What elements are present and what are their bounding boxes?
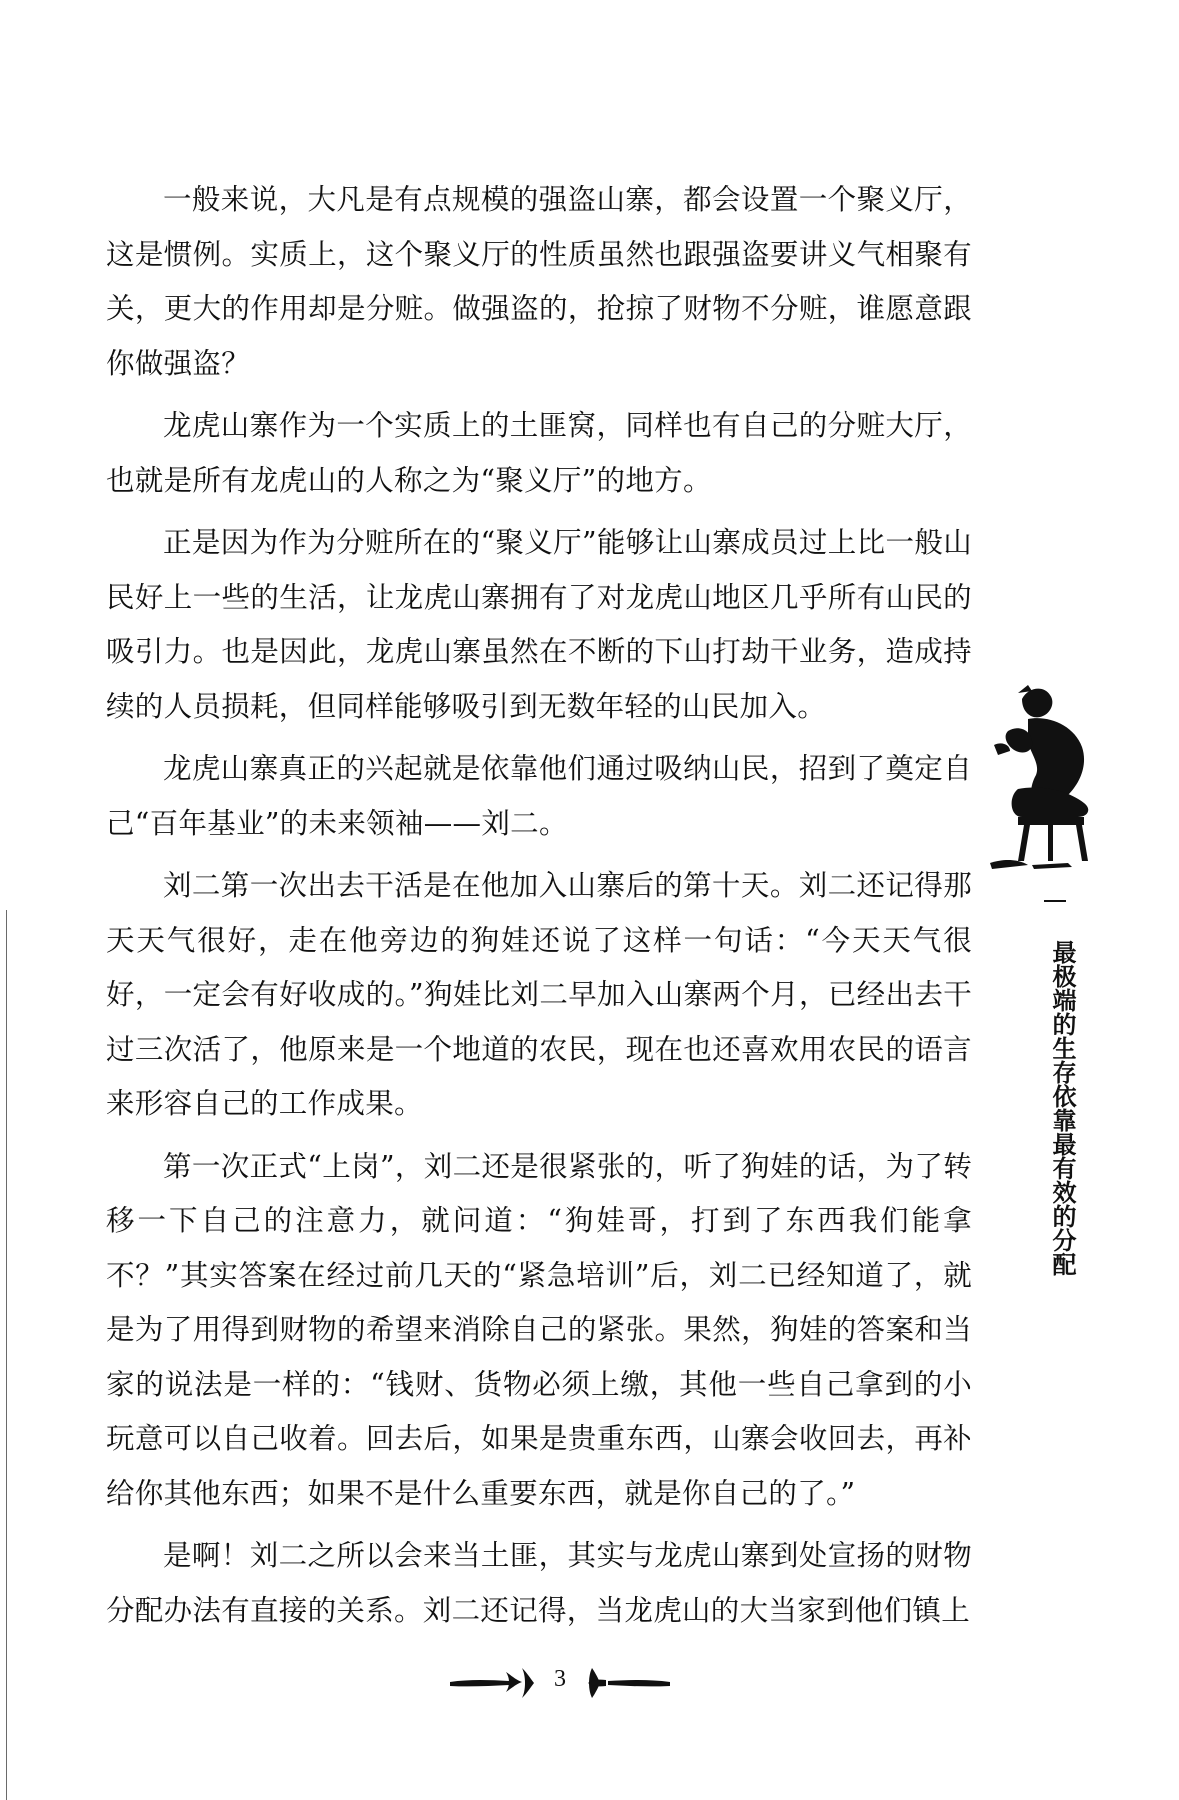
page-number: 3 [554, 1666, 566, 1692]
paragraph-4: 龙虎山寨真正的兴起就是依靠他们通过吸纳山民，招到了奠定自己“百年基业”的未来领袖——刘二。 [106, 752, 972, 840]
paragraph-3: 正是因为作为分赃所在的“聚义厅”能够让山寨成员过上比一般山民好上一些的生活，让龙虎山寨拥有了对龙虎山地区几乎所有山民的吸引力。也是因此，龙虎山寨虽然在不断的下山打劫干业务，造成持续的人员损耗，但同样能够吸引到无数年轻的山民加入。 [106, 526, 972, 723]
side-chapter-title: 最极端的生存依靠最有效的分配 [1048, 940, 1076, 1276]
left-ornament-icon [450, 1660, 542, 1700]
side-title-dash [1044, 900, 1066, 902]
body-text [106, 173, 972, 1646]
seated-figure-illustration [988, 685, 1100, 885]
paragraph-1: 一般来说，大凡是有点规模的强盗山寨，都会设置一个聚义厅，这是惯例。实质上，这个聚义厅的性质虽然也跟强盗要讲义气相聚有关，更大的作用却是分赃。做强盗的，抢掠了财物不分赃，谁愿意跟你做强盗？ [106, 183, 972, 380]
paragraph-7: 是啊！刘二之所以会来当土匪，其实与龙虎山寨到处宣扬的财物分配办法有直接的关系。刘二还记得，当龙虎山的大当家到他们镇上 [106, 1539, 972, 1627]
paragraph-6: 第一次正式“上岗”，刘二还是很紧张的，听了狗娃的话，为了转移一下自己的注意力，就问道：“狗娃哥，打到了东西我们能拿不？”其实答案在经过前几天的“紧急培训”后，刘二已经知道了，就是为了用得到财物的希望来消除自己的紧张。果然，狗娃的答案和当家的说法是一样的：“钱财、货物必须上缴，其他一些自己拿到的小玩意可以自己收着。回去后，如果是贵重东西，山寨会收回去，再补给你其他东西；如果不是什么重要东西，就是你自己的了。” [106, 1149, 972, 1510]
right-ornament-icon [578, 1660, 670, 1700]
paragraph-5: 刘二第一次出去干活是在他加入山寨后的第十天。刘二还记得那天天气很好，走在他旁边的狗娃还说了这样一句话：“今天天气很好，一定会有好收成的。”狗娃比刘二早加入山寨两个月，已经出去干过三次活了，他原来是一个地道的农民，现在也还喜欢用农民的语言来形容自己的工作成果。 [106, 869, 972, 1120]
page-edge-rule [6, 910, 7, 1800]
paragraph-2: 龙虎山寨作为一个实质上的土匪窝，同样也有自己的分赃大厅，也就是所有龙虎山的人称之为“聚义厅”的地方。 [106, 409, 972, 497]
page-folio [450, 1660, 670, 1700]
